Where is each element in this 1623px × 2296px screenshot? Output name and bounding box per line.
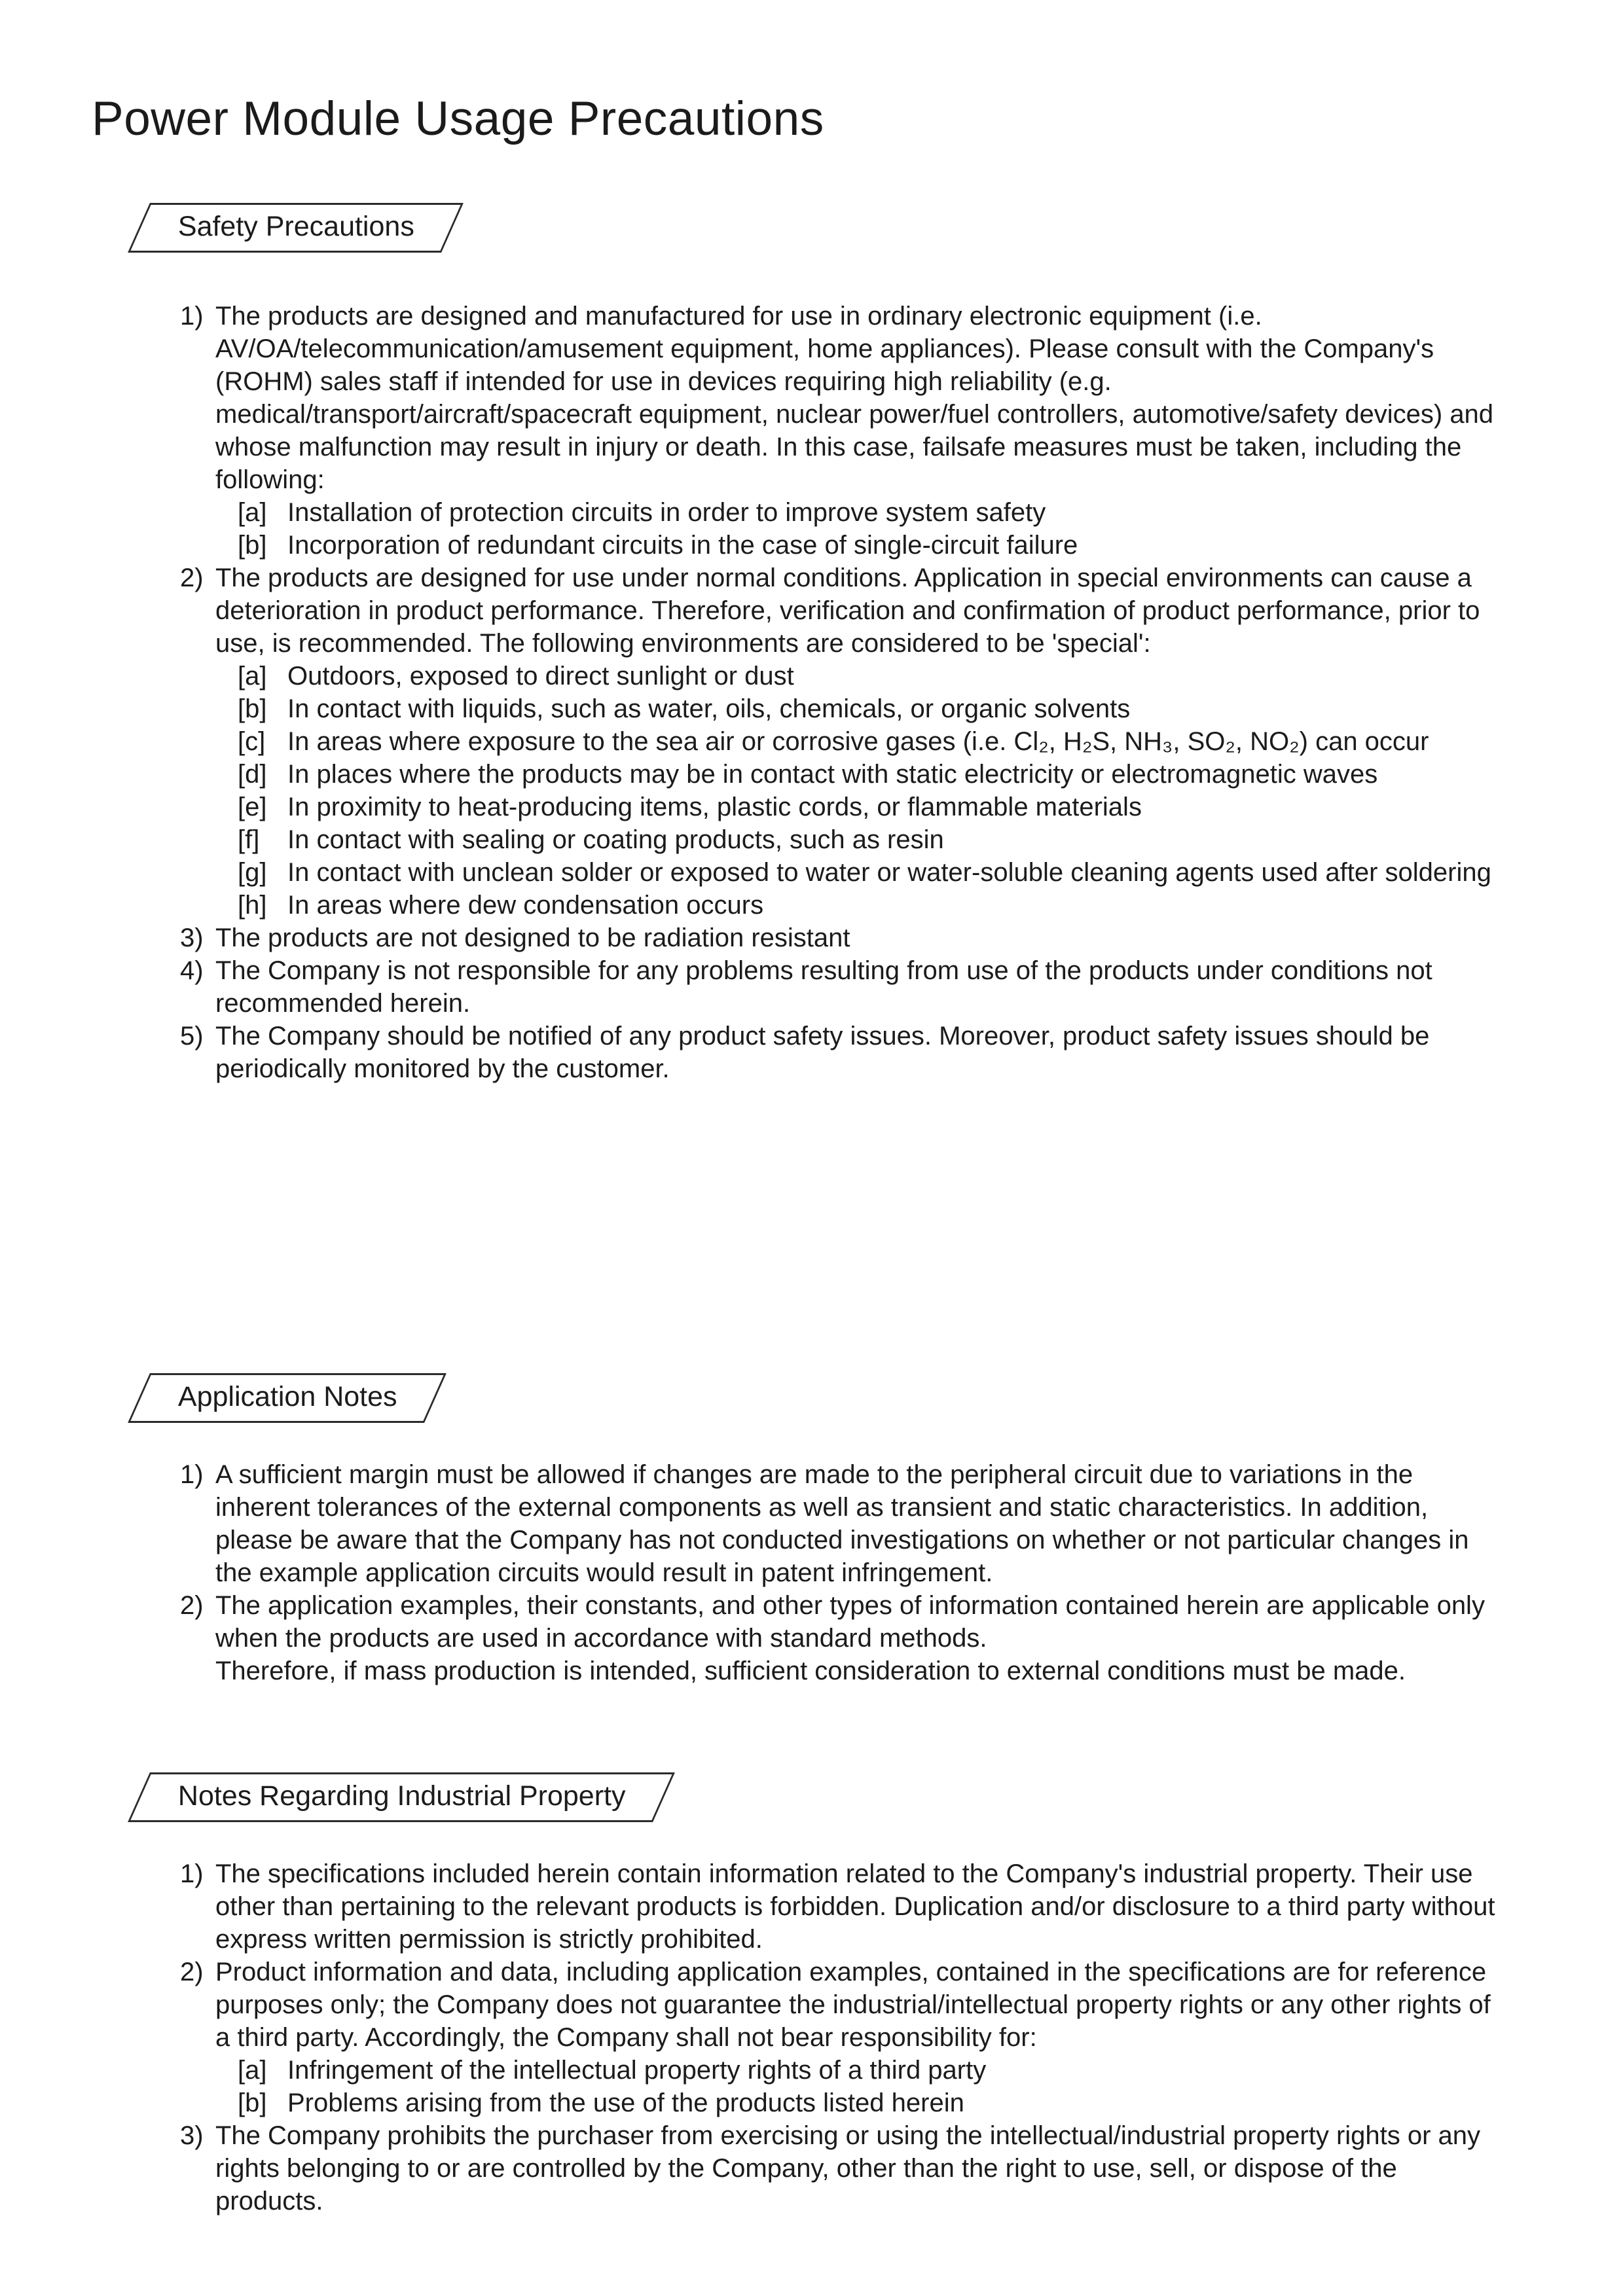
section-header [139,1373,1623,1423]
item-number: 5) [180,1022,204,1050]
section-header-box [128,1373,446,1423]
item-text: Product information and data, including application examples, contained in the specifications are for reference purposes only; the Company does not guarantee the industrial/intellectual property rights or any other rights of a third party. Accordingly, the Company shall not bear responsibility for: [215,1958,1491,2052]
subitem [238,692,1512,725]
item-body [215,954,1512,1020]
subitem-label: [c] [238,727,266,756]
subitem-text: In contact with unclean solder or exposed to water or water-soluble cleaning agents used after soldering [287,858,1491,887]
list-item [180,1956,1512,2119]
item-continuation-text: Therefore, if mass production is intended, sufficient consideration to external conditions must be made. [215,1657,1406,1685]
section-header-label: Notes Regarding Industrial Property [177,1780,626,1812]
subitem-list [238,496,1512,562]
subitem-label: [e] [238,793,267,821]
item-number: 2) [180,1958,204,1986]
subitem-text: In contact with liquids, such as water, oils, chemicals, or organic solvents [287,694,1131,723]
subitem-label: [b] [238,2089,267,2117]
subitem [238,725,1512,758]
subitem-label: [f] [238,825,260,854]
subitem-text: In contact with sealing or coating products, such as resin [287,825,944,854]
list-item [180,1857,1512,1956]
section-header [139,1772,1623,1822]
item-number: 1) [180,1460,204,1489]
section-application-notes [0,1373,1623,1687]
item-text: A sufficient margin must be allowed if changes are made to the peripheral circuit due to variations in the inherent tolerances of the external components as well as transient and static characteristics. In addition, please be aware that the Company has not conducted investigations on whether or not particular changes in the example application circuits would result in patent infringement. [215,1460,1469,1587]
subitem-text: In areas where exposure to the sea air or corrosive gases (i.e. Cl₂, H₂S, NH₃, SO₂, NO₂) can occur [287,727,1429,756]
subitem-text: Problems arising from the use of the products listed herein [287,2089,964,2117]
subitem-text: In proximity to heat-producing items, plastic cords, or flammable materials [287,793,1142,821]
subitem [238,496,1512,529]
list-item [180,1589,1512,1687]
item-number: 2) [180,1591,204,1620]
subitem [238,529,1512,562]
item-body [215,1458,1512,1589]
item-body [215,1956,1512,2119]
item-text: The Company prohibits the purchaser from exercising or using the intellectual/industrial property rights or any rights belonging to or are controlled by the Company, other than the right to use, sell, or dispose of the products. [215,2121,1481,2215]
subitem-list [238,660,1512,922]
item-body [215,1857,1512,1956]
subitem-label: [h] [238,891,267,920]
item-body [215,562,1512,922]
item-text: The Company should be notified of any product safety issues. Moreover, product safety issues should be periodically monitored by the customer. [215,1022,1430,1083]
item-body [215,922,1512,954]
item-text: The specifications included herein contain information related to the Company's industrial property. Their use other than pertaining to the relevant products is forbidden. Duplication and/or disclosure to a third party without express written permission is strictly prohibited. [215,1859,1495,1954]
list-item [180,2119,1512,2217]
item-list [180,300,1512,1085]
subitem [238,856,1512,889]
section-header [139,203,1623,253]
section-header-box [128,1772,674,1822]
item-text: The Company is not responsible for any problems resulting from use of the products under conditions not recommended herein. [215,956,1432,1018]
subitem [238,889,1512,922]
item-number: 3) [180,2121,204,2150]
section-header-label: Application Notes [177,1381,397,1412]
item-number: 1) [180,302,204,331]
subitem-text: In areas where dew condensation occurs [287,891,764,920]
subitem-label: [d] [238,760,267,789]
item-body [215,1020,1512,1085]
subitem-label: [g] [238,858,267,887]
item-number: 3) [180,924,204,952]
item-number: 2) [180,564,204,592]
subitem-text: Installation of protection circuits in order to improve system safety [287,498,1046,527]
subitem-label: [b] [238,531,267,560]
subitem [238,2054,1512,2087]
subitem-text: Outdoors, exposed to direct sunlight or dust [287,662,794,691]
list-item [180,562,1512,922]
subitem-text: In places where the products may be in contact with static electricity or electromagnetic waves [287,760,1378,789]
item-text: The products are not designed to be radiation resistant [215,924,850,952]
page-title: Power Module Usage Precautions [92,92,824,145]
item-list [180,1857,1512,2217]
list-item [180,1020,1512,1085]
subitem-text: Incorporation of redundant circuits in the case of single-circuit failure [287,531,1078,560]
subitem [238,823,1512,856]
list-item [180,300,1512,562]
subitem [238,660,1512,692]
subitem-list [238,2054,1512,2119]
list-item [180,954,1512,1020]
subitem-label: [a] [238,2056,267,2085]
section-header-label: Safety Precautions [177,211,414,242]
subitem [238,791,1512,823]
item-text: The products are designed and manufactured for use in ordinary electronic equipment (i.e. AV/OA/telecommunication/amusement equipment, home appliances). Please consult with the Company's (ROHM) sales staff if intended for use in devices requiring high reliability (e.g. medical/transport/aircraft/spacecraft equipment, nuclear power/fuel controllers, automotive/safety devices) and whose malfunction may result in injury or death. In this case, failsafe measures must be taken, including the following: [215,302,1494,494]
section-header-box [128,203,464,253]
subitem [238,758,1512,791]
list-item [180,922,1512,954]
subitem-label: [a] [238,498,267,527]
subitem [238,2087,1512,2119]
subitem-text: Infringement of the intellectual property rights of a third party [287,2056,987,2085]
subitem-label: [b] [238,694,267,723]
item-body [215,2119,1512,2217]
subitem-label: [a] [238,662,267,691]
item-text: The application examples, their constants, and other types of information contained herein are applicable only when the products are used in accordance with standard methods. [215,1591,1485,1653]
item-list [180,1458,1512,1687]
section-safety-precautions [0,203,1623,1085]
item-body [215,1589,1512,1687]
item-text: The products are designed for use under normal conditions. Application in special environments can cause a deterioration in product performance. Therefore, verification and confirmation of product performance, prior to use, is recommended. The following environments are considered to be 'special': [215,564,1480,658]
item-number: 4) [180,956,204,985]
item-body [215,300,1512,562]
list-item [180,1458,1512,1589]
section-industrial-property [0,1772,1623,2217]
item-number: 1) [180,1859,204,1888]
